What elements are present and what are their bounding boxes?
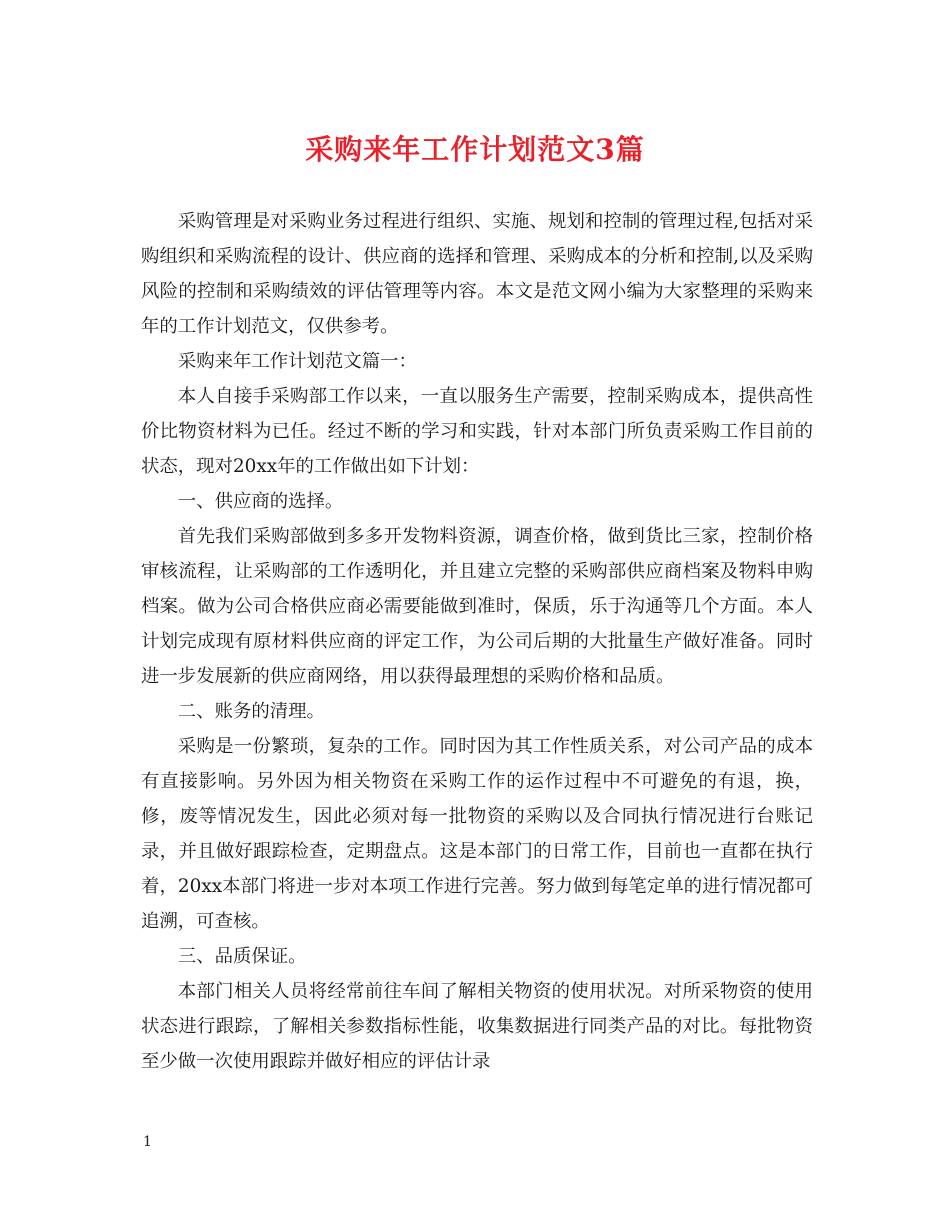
paragraph-heading-supplier: 一、供应商的选择。 xyxy=(177,491,344,512)
paragraph-quality: 本部门相关人员将经常前往车间了解相关物资的使用状况。对所采物资的使用状态进行跟踪，了解相关参数指标性能，收集数据进行同类产品的对比。每批物资至少做一次使用跟踪并做好相应的评估计录 xyxy=(141,981,813,1072)
paragraph-accounts: 采购是一份繁琐，复杂的工作。同时因为其工作性质关系，对公司产品的成本有直接影响。另外因为相关物资在采购工作的运作过程中不可避免的有退，换，修，废等情况发生，因此必须对每一批物资的采购以及合同执行情况进行台账记录，并且做好跟踪检查，定期盘点。这是本部门的日常工作，目前也一直都在执行着，20xx本部门将进一步对本项工作进行完善。努力做到每笔定单的进行情况都可追溯，可查核。 xyxy=(141,736,813,932)
document-body xyxy=(141,204,813,1079)
page-number: 1 xyxy=(143,1134,152,1150)
document-title: 采购来年工作计划范文3篇 xyxy=(305,133,645,166)
paragraph-heading-quality: 三、品质保证。 xyxy=(177,946,307,967)
paragraph-heading-accounts: 二、账务的清理。 xyxy=(177,701,325,722)
paragraph-supplier: 首先我们采购部做到多多开发物料资源，调查价格，做到货比三家，控制价格审核流程，让采购部的工作透明化，并且建立完整的采购部供应商档案及物料申购档案。做为公司合格供应商必需要能做到准时，保质，乐于沟通等几个方面。本人计划完成现有原材料供应商的评定工作，为公司后期的大批量生产做好准备。同时进一步发展新的供应商网络，用以获得最理想的采购价格和品质。 xyxy=(141,526,813,687)
paragraph-intro: 采购管理是对采购业务过程进行组织、实施、规划和控制的管理过程,包括对采购组织和采购流程的设计、供应商的选择和管理、采购成本的分析和控制,以及采购风险的控制和采购绩效的评估管理等内容。本文是范文网小编为大家整理的采购来年的工作计划范文，仅供参考。 xyxy=(141,211,813,337)
paragraph-section-heading: 采购来年工作计划范文篇一： xyxy=(177,351,417,372)
paragraph-opening: 本人自接手采购部工作以来，一直以服务生产需要，控制采购成本，提供高性价比物资材料为已任。经过不断的学习和实践，针对本部门所负责采购工作目前的状态，现对20xx年的工作做出如下计划： xyxy=(141,386,813,477)
